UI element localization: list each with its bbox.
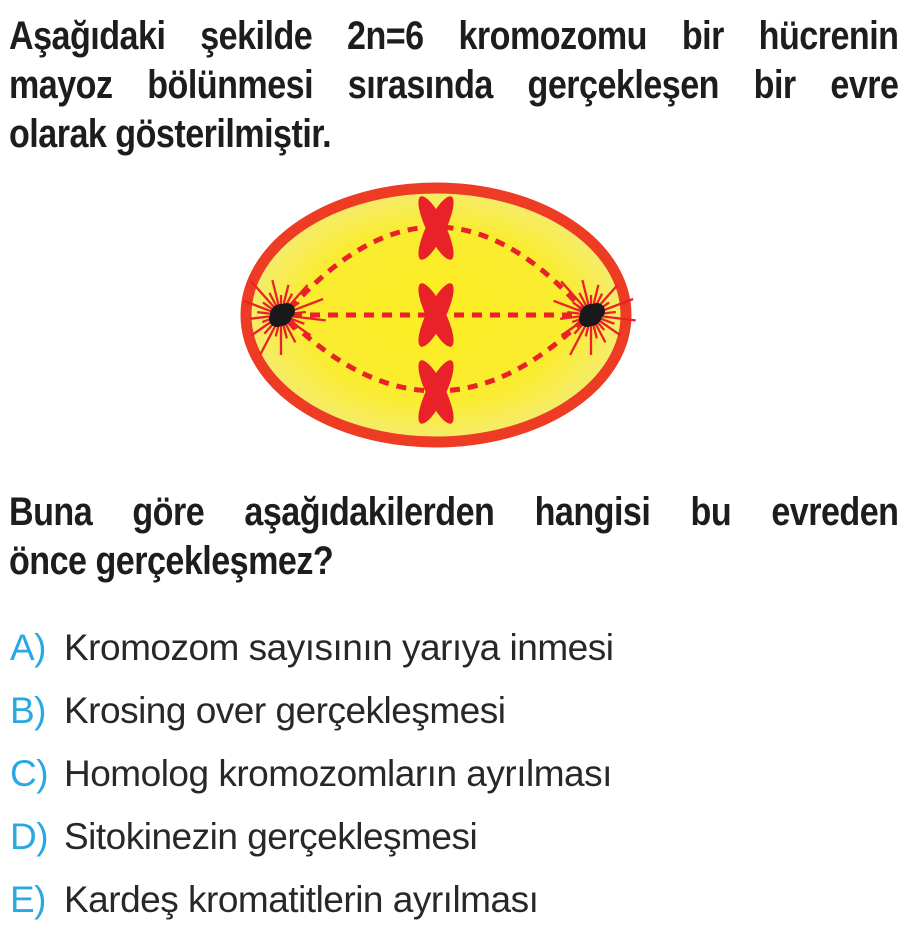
answer-options <box>10 616 890 931</box>
question-intro-line: Aşağıdaki şekilde 2n=6 kromozomu bir hücrenin <box>9 14 899 58</box>
option-a[interactable] <box>10 616 890 679</box>
question-intro <box>9 12 898 159</box>
option-c-letter: C) <box>10 752 49 794</box>
option-c[interactable] <box>10 742 890 805</box>
option-c-text: Homolog kromozomların ayrılması <box>64 752 612 794</box>
question-stem <box>9 488 898 586</box>
question-intro-line: mayoz bölünmesi sırasında gerçekleşen bir evre <box>9 63 899 107</box>
question-stem-line: Buna göre aşağıdakilerden hangisi bu evreden <box>9 490 899 534</box>
question-stem-line: önce gerçekleşmez? <box>9 539 334 583</box>
option-a-text: Kromozom sayısının yarıya inmesi <box>64 626 614 668</box>
question-intro-line: olarak gösterilmiştir. <box>9 112 332 156</box>
option-b-text: Krosing over gerçekleşmesi <box>64 689 506 731</box>
option-d-letter: D) <box>10 815 49 857</box>
option-e[interactable] <box>10 868 890 931</box>
cell-diagram <box>228 172 644 458</box>
option-d[interactable] <box>10 805 890 868</box>
option-d-text: Sitokinezin gerçekleşmesi <box>64 815 478 857</box>
option-b-letter: B) <box>10 689 46 731</box>
option-e-text: Kardeş kromatitlerin ayrılması <box>64 878 539 920</box>
option-b[interactable] <box>10 679 890 742</box>
option-e-letter: E) <box>10 878 46 920</box>
option-a-letter: A) <box>10 626 46 668</box>
